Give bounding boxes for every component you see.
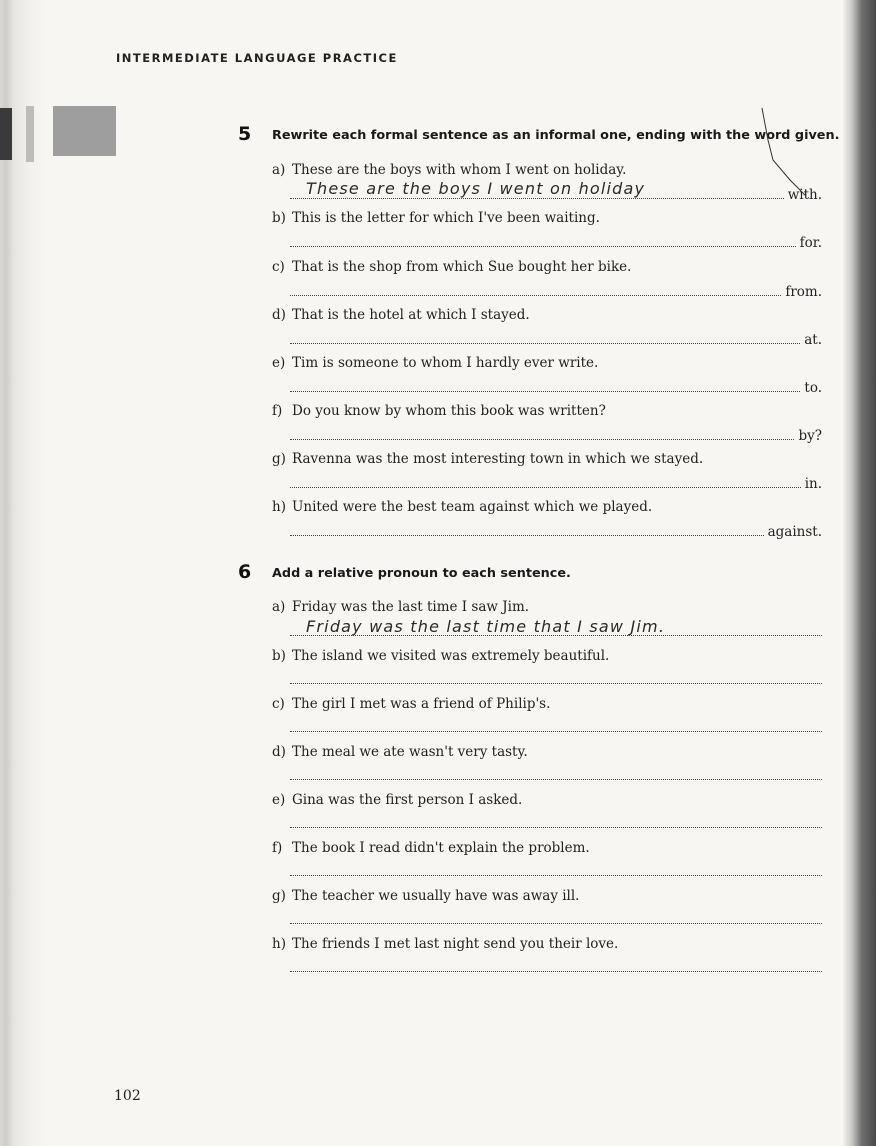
ex6-answer-line-h[interactable] (290, 956, 822, 976)
ex6-item-g: g) The teacher we usually have was away ill. (272, 888, 580, 904)
ex5-item-f: f) Do you know by whom this book was written? (272, 403, 606, 419)
ex6-answer-line-e[interactable] (290, 812, 822, 832)
ex6-answer-line-b[interactable] (290, 668, 822, 688)
ex5-item-e: e) Tim is someone to whom I hardly ever write. (272, 355, 599, 371)
ex5-answer-line-a[interactable]: with. (290, 183, 822, 203)
ex6-answer-line-c[interactable] (290, 716, 822, 736)
exercise-5-number: 5 (238, 123, 252, 145)
ex6-item-c: c) The girl I met was a friend of Philip's. (272, 696, 551, 712)
ex6-item-a: a) Friday was the last time I saw Jim. (272, 599, 530, 615)
ex5-item-c: c) That is the shop from which Sue bought her bike. (272, 259, 632, 275)
ex5-item-a: a) These are the boys with whom I went on holiday. (272, 162, 627, 178)
ex5-item-g: g) Ravenna was the most interesting town in which we stayed. (272, 451, 704, 467)
ex5-item-h: h) United were the best team against which we played. (272, 499, 653, 515)
running-header: INTERMEDIATE LANGUAGE PRACTICE (116, 51, 398, 65)
ex6-item-b: b) The island we visited was extremely beautiful. (272, 648, 610, 664)
ex6-answer-line-g[interactable] (290, 908, 822, 928)
ex5-item-b: b) This is the letter for which I've been waiting. (272, 210, 600, 226)
ex5-item-d: d) That is the hotel at which I stayed. (272, 307, 530, 323)
ex5-answer-line-c[interactable]: from. (290, 280, 822, 300)
exercise-6-instruction: Add a relative pronoun to each sentence. (272, 566, 571, 581)
exercise-5-instruction: Rewrite each formal sentence as an informal one, ending with the word given. (272, 128, 840, 143)
ex5-handwritten-answer-a: These are the boys I went on holiday (306, 179, 646, 198)
page-number: 102 (114, 1088, 141, 1104)
ex6-item-e: e) Gina was the first person I asked. (272, 792, 523, 808)
ex5-answer-line-b[interactable]: for. (290, 231, 822, 251)
ex6-answer-line-f[interactable] (290, 860, 822, 880)
pen-stroke-mark (0, 0, 876, 260)
ex6-item-h: h) The friends I met last night send you their love. (272, 936, 619, 952)
ex5-answer-line-h[interactable]: against. (290, 520, 822, 540)
ex5-answer-line-e[interactable]: to. (290, 376, 822, 396)
ex5-answer-line-g[interactable]: in. (290, 472, 822, 492)
ex6-answer-line-d[interactable] (290, 764, 822, 784)
ex5-answer-line-d[interactable]: at. (290, 328, 822, 348)
ex6-item-f: f) The book I read didn't explain the problem. (272, 840, 590, 856)
ex6-item-d: d) The meal we ate wasn't very tasty. (272, 744, 528, 760)
exercise-6-number: 6 (238, 561, 252, 583)
ex5-answer-line-f[interactable]: by? (290, 424, 822, 444)
ex6-handwritten-answer-a: Friday was the last time that I saw Jim. (306, 617, 666, 636)
